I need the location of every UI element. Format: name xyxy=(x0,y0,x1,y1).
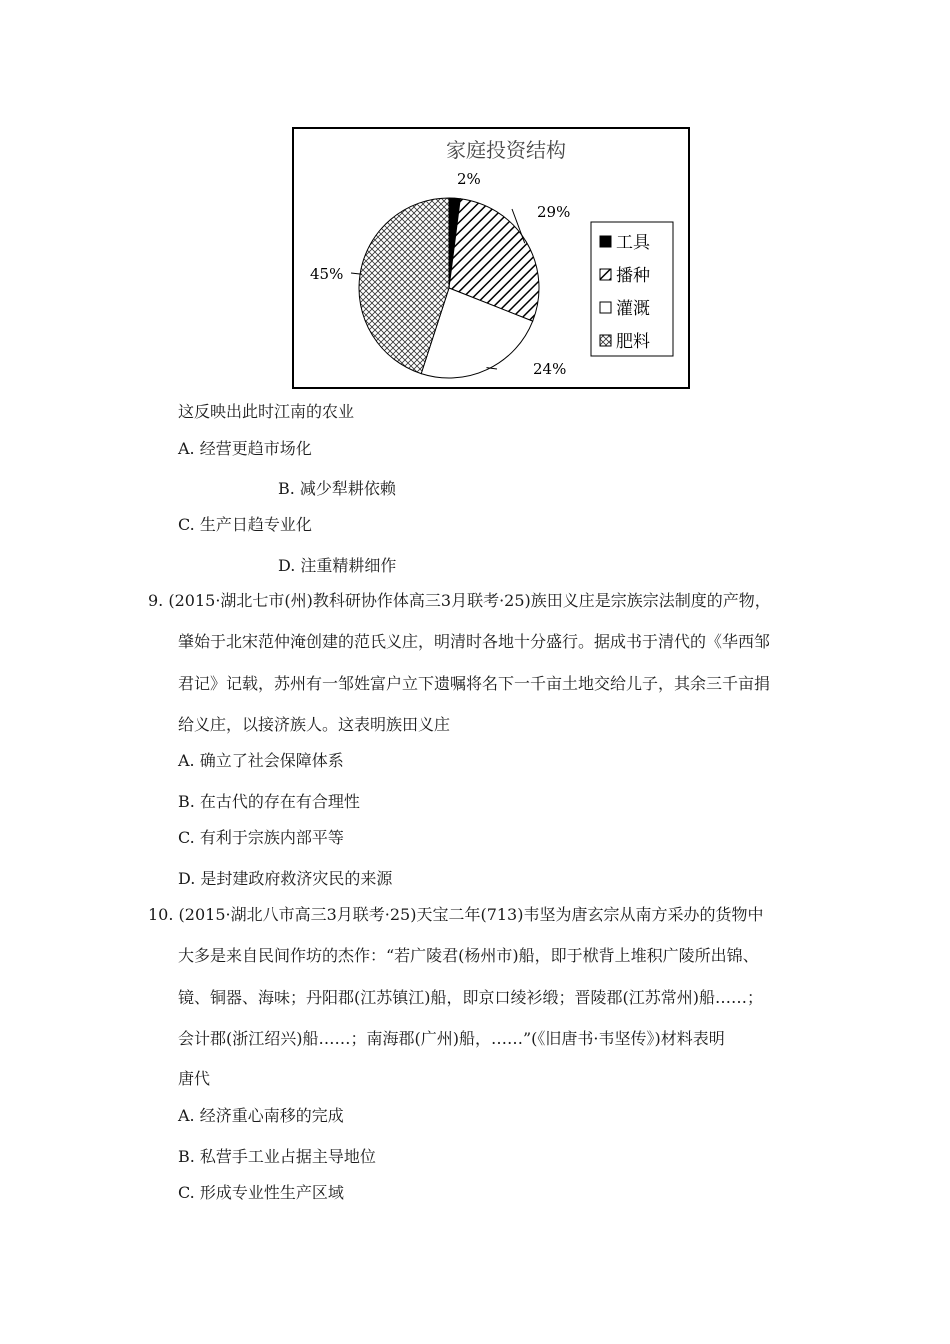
q10-option-a: A. 经济重心南移的完成 xyxy=(178,1106,344,1125)
q10-stem-line-2: 大多是来自民间作坊的杰作：“若广陵君(杨州市)船，即于栿背上堆积广陵所出锦、 xyxy=(178,946,759,965)
pie-percent-label-1: 29% xyxy=(537,203,571,221)
q8-option-b: B. 减少犁耕依赖 xyxy=(278,479,396,498)
pie-leader-line-0 xyxy=(454,198,455,200)
q9-option-b: B. 在古代的存在有合理性 xyxy=(178,792,360,811)
chart-title: 家庭投资结构 xyxy=(446,138,566,162)
q9-option-d: D. 是封建政府救济灾民的来源 xyxy=(178,869,393,888)
q8-option-c: C. 生产日趋专业化 xyxy=(178,515,312,534)
q9-stem-line-3: 君记》记载，苏州有一邹姓富户立下遗嘱将名下一千亩土地交给儿子，其余三千亩捐 xyxy=(178,674,771,693)
q8-option-d: D. 注重精耕细作 xyxy=(278,556,397,575)
legend-label-3: 肥料 xyxy=(616,332,650,352)
legend-label-2: 灌溉 xyxy=(616,299,650,319)
q9-stem-line-2: 肇始于北宋范仲淹创建的范氏义庄，明清时各地十分盛行。据成书于清代的《华西邹 xyxy=(178,632,771,651)
q10-stem-line-3: 镜、铜器、海味；丹阳郡(江苏镇江)船，即京口绫衫缎；晋陵郡(江苏常州)船……； xyxy=(178,988,763,1007)
legend-swatch-3 xyxy=(600,335,611,346)
legend xyxy=(591,222,673,356)
q8-option-a: A. 经营更趋市场化 xyxy=(178,439,312,458)
pie-chart-svg xyxy=(294,129,692,391)
legend-label-1: 播种 xyxy=(616,266,650,286)
legend-label-0: 工具 xyxy=(616,233,650,253)
q9-option-a: A. 确立了社会保障体系 xyxy=(178,751,344,770)
q9-option-c: C. 有利于宗族内部平等 xyxy=(178,828,344,847)
legend-swatch-0 xyxy=(600,236,611,247)
q9-stem-line-1: 9. (2015·湖北七市(州)教科研协作体高三3月联考·25)族田义庄是宗族宗法制度的产物， xyxy=(148,591,771,610)
q10-stem-line-4: 会计郡(浙江绍兴)船……；南海郡(广州)船，……”(《旧唐书·韦坚传》)材料表明 xyxy=(178,1029,725,1048)
q8-stem: 这反映出此时江南的农业 xyxy=(178,402,355,421)
q10-option-c: C. 形成专业性生产区域 xyxy=(178,1183,344,1202)
q10-stem-line-5: 唐代 xyxy=(178,1069,211,1088)
pie-chart-figure xyxy=(292,127,690,389)
q10-stem-line-1: 10. (2015·湖北八市高三3月联考·25)天宝二年(713)韦坚为唐玄宗从南方采办的货物中 xyxy=(148,905,764,924)
legend-swatch-1 xyxy=(600,269,611,280)
legend-swatch-2 xyxy=(600,302,611,313)
q9-stem-line-4: 给义庄，以接济族人。这表明族田义庄 xyxy=(178,715,451,734)
q10-option-b: B. 私营手工业占据主导地位 xyxy=(178,1147,376,1166)
pie-slices xyxy=(359,198,539,378)
pie-percent-label-2: 24% xyxy=(533,360,567,378)
pie-percent-label-0: 2% xyxy=(457,170,481,188)
pie-percent-label-3: 45% xyxy=(310,265,344,283)
